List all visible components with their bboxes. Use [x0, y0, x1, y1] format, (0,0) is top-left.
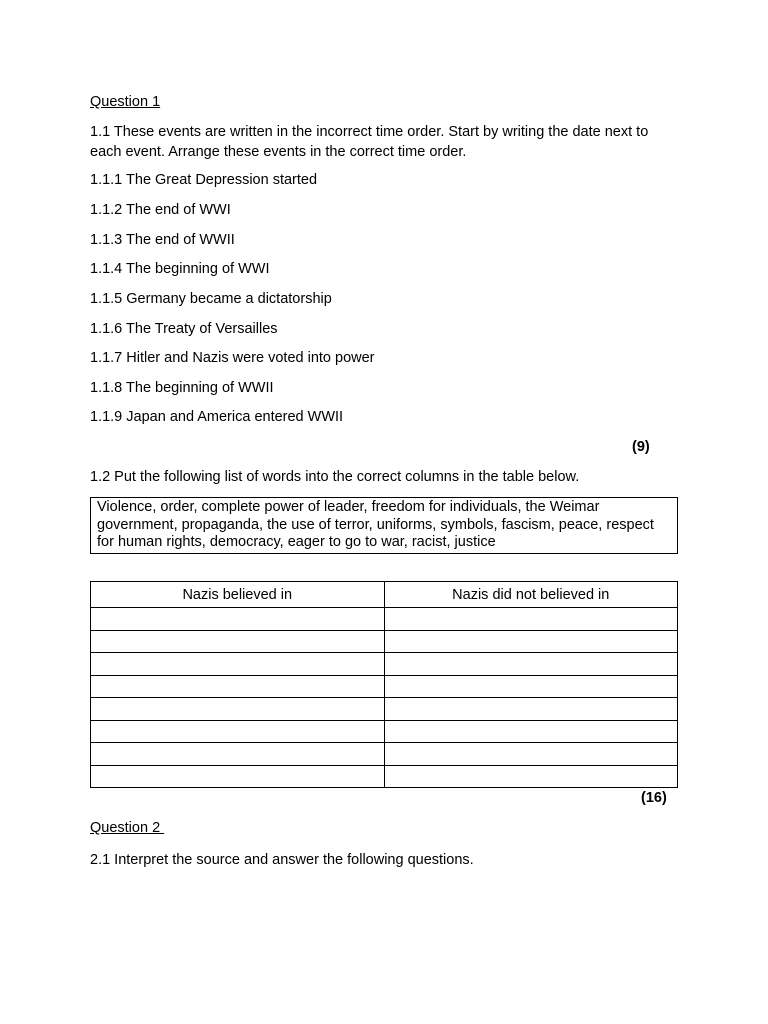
- believed-cell[interactable]: [91, 743, 385, 766]
- question-1-2-instructions: 1.2 Put the following list of words into the correct columns in the table below.: [90, 469, 580, 485]
- question-2-1-instructions: 2.1 Interpret the source and answer the following questions.: [90, 852, 474, 868]
- believed-cell[interactable]: [91, 765, 385, 788]
- event-item: 1.1.5 Germany became a dictatorship: [90, 291, 332, 307]
- not-believed-cell[interactable]: [384, 720, 678, 743]
- table-row: [91, 698, 678, 721]
- not-believed-cell[interactable]: [384, 698, 678, 721]
- not-believed-cell[interactable]: [384, 653, 678, 676]
- marks-1-1: (9): [632, 439, 650, 455]
- question-1-1-instructions: 1.1 These events are written in the incorrect time order. Start by writing the date next to each event. Arrange these events in the correct time order.: [90, 124, 649, 160]
- answer-table-body: [91, 608, 678, 788]
- believed-cell[interactable]: [91, 675, 385, 698]
- word-list-box: Violence, order, complete power of leader, freedom for individuals, the Weimar government, propaganda, the use of terror, uniforms, symbols, fascism, peace, respect for human rights, democracy, eager to go to war, racist, justice: [90, 497, 678, 554]
- table-row: [91, 743, 678, 766]
- header-believed: Nazis believed in: [91, 582, 385, 608]
- event-item: 1.1.1 The Great Depression started: [90, 172, 318, 188]
- table-header-row: [91, 582, 678, 608]
- believed-cell[interactable]: [91, 630, 385, 653]
- marks-1-2: (16): [641, 790, 667, 806]
- not-believed-cell[interactable]: [384, 743, 678, 766]
- table-row: [91, 720, 678, 743]
- not-believed-cell[interactable]: [384, 675, 678, 698]
- not-believed-cell[interactable]: [384, 630, 678, 653]
- question-1-heading: Question 1: [90, 94, 161, 110]
- believed-cell[interactable]: [91, 698, 385, 721]
- table-row: [91, 653, 678, 676]
- believed-cell[interactable]: [91, 608, 385, 631]
- event-item: 1.1.2 The end of WWI: [90, 202, 231, 218]
- answer-table: [90, 581, 678, 788]
- event-item: 1.1.4 The beginning of WWI: [90, 261, 270, 277]
- table-row: [91, 630, 678, 653]
- event-item: 1.1.6 The Treaty of Versailles: [90, 321, 278, 337]
- table-row: [91, 675, 678, 698]
- table-row: [91, 765, 678, 788]
- event-item: 1.1.3 The end of WWII: [90, 232, 235, 248]
- question-2-heading: Question 2: [90, 820, 165, 836]
- header-not-believed: Nazis did not believed in: [384, 582, 678, 608]
- believed-cell[interactable]: [91, 653, 385, 676]
- believed-cell[interactable]: [91, 720, 385, 743]
- table-row: [91, 608, 678, 631]
- not-believed-cell[interactable]: [384, 765, 678, 788]
- event-item: 1.1.7 Hitler and Nazis were voted into power: [90, 350, 375, 366]
- event-item: 1.1.8 The beginning of WWII: [90, 380, 274, 396]
- not-believed-cell[interactable]: [384, 608, 678, 631]
- event-item: 1.1.9 Japan and America entered WWII: [90, 409, 344, 425]
